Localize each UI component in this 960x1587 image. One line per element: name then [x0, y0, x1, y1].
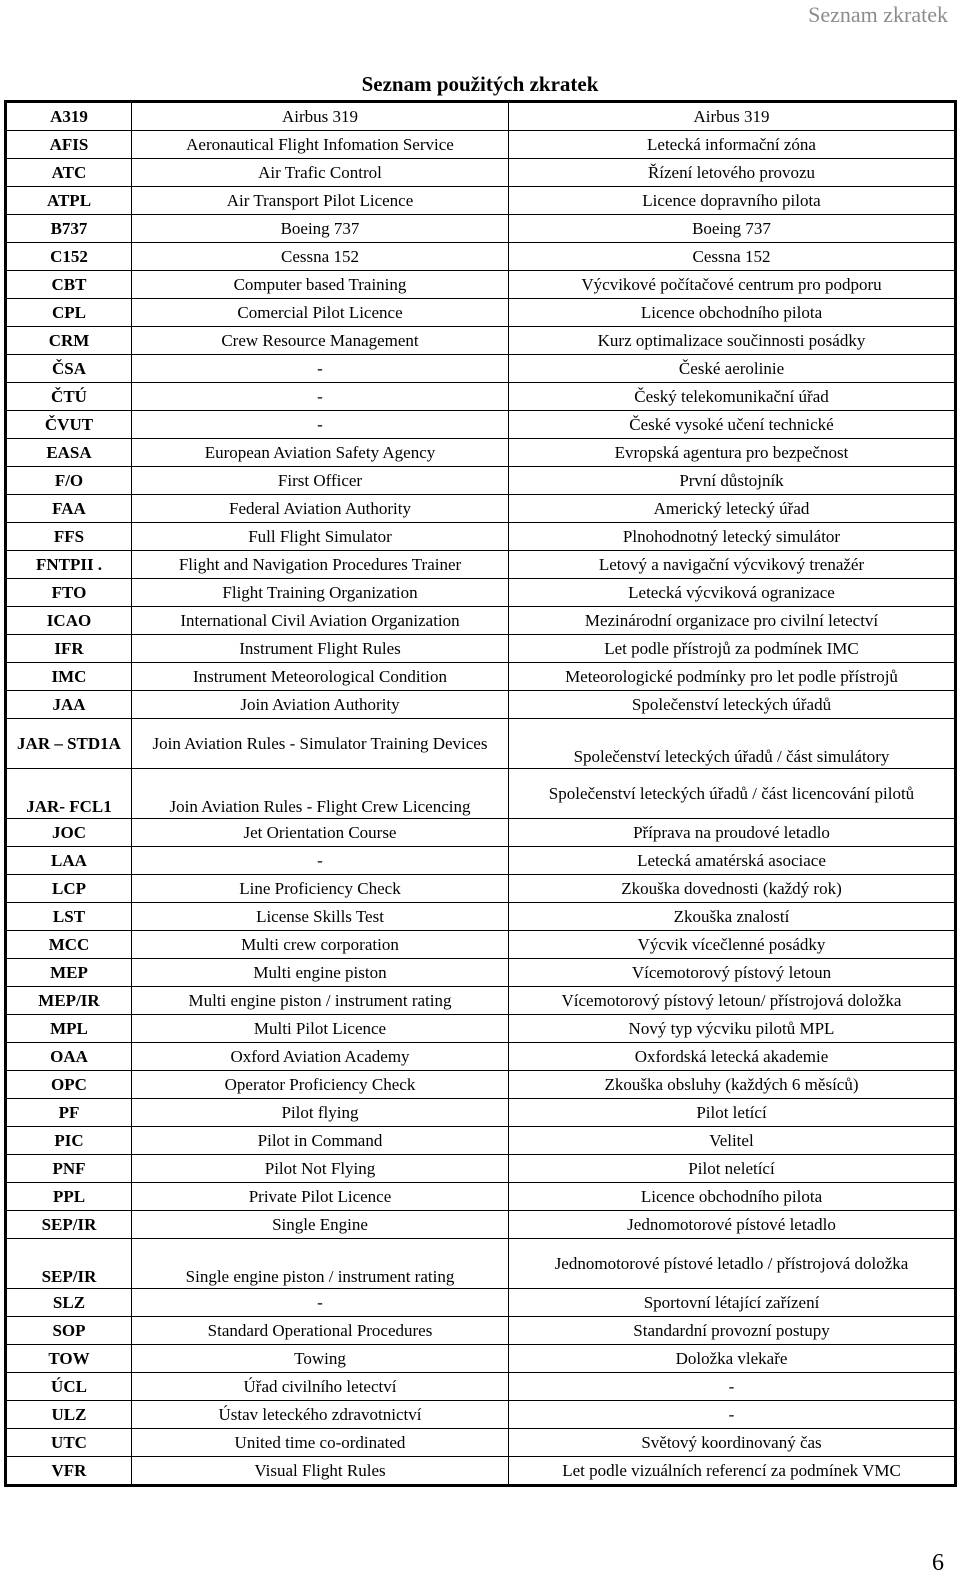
table-row: [6, 1345, 956, 1373]
english-term-cell: Line Proficiency Check: [132, 875, 509, 903]
english-term-cell: Crew Resource Management: [132, 327, 509, 355]
czech-term-cell: Doložka vlekaře: [509, 1345, 956, 1373]
english-term-cell: International Civil Aviation Organization: [132, 607, 509, 635]
czech-term-cell: -: [509, 1373, 956, 1401]
abbreviation-cell: ÚCL: [6, 1373, 132, 1401]
abbreviation-cell: C152: [6, 243, 132, 271]
czech-term-cell: Let podle přístrojů za podmínek IMC: [509, 635, 956, 663]
english-term-cell: -: [132, 1289, 509, 1317]
table-row: [6, 411, 956, 439]
abbreviation-cell: ČVUT: [6, 411, 132, 439]
abbreviation-cell: JAR – STD1A: [6, 719, 132, 769]
czech-term-cell: Společenství leteckých úřadů / část licencování pilotů: [509, 769, 956, 819]
table-row: [6, 355, 956, 383]
english-term-cell: Flight and Navigation Procedures Trainer: [132, 551, 509, 579]
table-row: [6, 819, 956, 847]
english-term-cell: Join Aviation Rules - Flight Crew Licencing: [132, 769, 509, 819]
table-row: [6, 383, 956, 411]
table-row: [6, 551, 956, 579]
table-row: [6, 691, 956, 719]
english-term-cell: Airbus 319: [132, 102, 509, 131]
table-row: [6, 1401, 956, 1429]
english-term-cell: Pilot in Command: [132, 1127, 509, 1155]
abbreviation-cell: A319: [6, 102, 132, 131]
czech-term-cell: Výcvik vícečlenné posádky: [509, 931, 956, 959]
abbreviation-cell: ULZ: [6, 1401, 132, 1429]
english-term-cell: Private Pilot Licence: [132, 1183, 509, 1211]
abbreviation-cell: ICAO: [6, 607, 132, 635]
table-row: [6, 159, 956, 187]
czech-term-cell: Pilot letící: [509, 1099, 956, 1127]
abbreviation-cell: VFR: [6, 1457, 132, 1486]
abbreviation-cell: FAA: [6, 495, 132, 523]
abbreviation-cell: JOC: [6, 819, 132, 847]
table-row: [6, 1015, 956, 1043]
abbreviation-cell: FTO: [6, 579, 132, 607]
page-number: 6: [932, 1550, 944, 1576]
czech-term-cell: Příprava na proudové letadlo: [509, 819, 956, 847]
english-term-cell: Oxford Aviation Academy: [132, 1043, 509, 1071]
page-title: Seznam použitých zkratek: [361, 72, 599, 96]
table-row: [6, 1099, 956, 1127]
english-term-cell: Aeronautical Flight Infomation Service: [132, 131, 509, 159]
table-row: [6, 607, 956, 635]
abbreviation-cell: JAR- FCL1: [6, 769, 132, 819]
czech-term-cell: Vícemotorový pístový letoun: [509, 959, 956, 987]
czech-term-cell: Meteorologické podmínky pro let podle přístrojů: [509, 663, 956, 691]
english-term-cell: Ústav leteckého zdravotnictví: [132, 1401, 509, 1429]
czech-term-cell: Světový koordinovaný čas: [509, 1429, 956, 1457]
czech-term-cell: Letecká informační zóna: [509, 131, 956, 159]
table-row: [6, 987, 956, 1015]
abbreviation-cell: SEP/IR: [6, 1239, 132, 1289]
english-term-cell: Instrument Meteorological Condition: [132, 663, 509, 691]
czech-term-cell: Licence dopravního pilota: [509, 187, 956, 215]
czech-term-cell: -: [509, 1401, 956, 1429]
english-term-cell: Join Aviation Authority: [132, 691, 509, 719]
czech-term-cell: Americký letecký úřad: [509, 495, 956, 523]
english-term-cell: Single Engine: [132, 1211, 509, 1239]
english-term-cell: -: [132, 411, 509, 439]
english-term-cell: -: [132, 355, 509, 383]
czech-term-cell: Sportovní létající zařízení: [509, 1289, 956, 1317]
czech-term-cell: Pilot neletící: [509, 1155, 956, 1183]
english-term-cell: Comercial Pilot Licence: [132, 299, 509, 327]
czech-term-cell: První důstojník: [509, 467, 956, 495]
english-term-cell: Standard Operational Procedures: [132, 1317, 509, 1345]
czech-term-cell: Plnohodnotný letecký simulátor: [509, 523, 956, 551]
table-row: [6, 931, 956, 959]
table-row: [6, 1183, 956, 1211]
czech-term-cell: Cessna 152: [509, 243, 956, 271]
table-row: [6, 271, 956, 299]
abbreviation-cell: AFIS: [6, 131, 132, 159]
table-row: [6, 1289, 956, 1317]
abbreviation-cell: LST: [6, 903, 132, 931]
english-term-cell: Boeing 737: [132, 215, 509, 243]
abbreviation-cell: PNF: [6, 1155, 132, 1183]
table-row: [6, 1429, 956, 1457]
table-row: [6, 1043, 956, 1071]
czech-term-cell: Český telekomunikační úřad: [509, 383, 956, 411]
abbreviation-cell: PPL: [6, 1183, 132, 1211]
table-row: [6, 959, 956, 987]
czech-term-cell: Letový a navigační výcvikový trenažér: [509, 551, 956, 579]
table-row: [6, 1211, 956, 1239]
table-row: [6, 187, 956, 215]
english-term-cell: United time co-ordinated: [132, 1429, 509, 1457]
english-term-cell: Úřad civilního letectví: [132, 1373, 509, 1401]
czech-term-cell: Jednomotorové pístové letadlo / přístrojová doložka: [509, 1239, 956, 1289]
abbreviation-cell: MEP/IR: [6, 987, 132, 1015]
table-row: [6, 635, 956, 663]
table-row: [6, 299, 956, 327]
czech-term-cell: Boeing 737: [509, 215, 956, 243]
running-header: Seznam zkratek: [808, 2, 948, 27]
english-term-cell: Air Transport Pilot Licence: [132, 187, 509, 215]
english-term-cell: Pilot Not Flying: [132, 1155, 509, 1183]
english-term-cell: Multi Pilot Licence: [132, 1015, 509, 1043]
english-term-cell: Computer based Training: [132, 271, 509, 299]
table-row: [6, 523, 956, 551]
table-row: [6, 243, 956, 271]
czech-term-cell: Let podle vizuálních referencí za podmínek VMC: [509, 1457, 956, 1486]
czech-term-cell: Velitel: [509, 1127, 956, 1155]
czech-term-cell: Společenství leteckých úřadů / část simulátory: [509, 719, 956, 769]
english-term-cell: Multi crew corporation: [132, 931, 509, 959]
table-row: [6, 102, 956, 131]
english-term-cell: Join Aviation Rules - Simulator Training Devices: [132, 719, 509, 769]
table-row: [6, 1071, 956, 1099]
english-term-cell: Multi engine piston: [132, 959, 509, 987]
czech-term-cell: Letecká amatérská asociace: [509, 847, 956, 875]
abbreviation-cell: CPL: [6, 299, 132, 327]
table-row: [6, 1373, 956, 1401]
abbreviation-cell: PIC: [6, 1127, 132, 1155]
abbreviation-cell: SOP: [6, 1317, 132, 1345]
czech-term-cell: Řízení letového provozu: [509, 159, 956, 187]
czech-term-cell: České vysoké učení technické: [509, 411, 956, 439]
table-row: [6, 1155, 956, 1183]
abbreviation-cell: MCC: [6, 931, 132, 959]
czech-term-cell: Zkouška obsluhy (každých 6 měsíců): [509, 1071, 956, 1099]
abbreviation-cell: ATPL: [6, 187, 132, 215]
abbreviation-cell: ČSA: [6, 355, 132, 383]
abbreviation-cell: SEP/IR: [6, 1211, 132, 1239]
abbreviation-cell: IFR: [6, 635, 132, 663]
english-term-cell: License Skills Test: [132, 903, 509, 931]
table-row: [6, 1239, 956, 1289]
table-row: [6, 439, 956, 467]
english-term-cell: Operator Proficiency Check: [132, 1071, 509, 1099]
english-term-cell: Instrument Flight Rules: [132, 635, 509, 663]
abbreviation-cell: FFS: [6, 523, 132, 551]
english-term-cell: European Aviation Safety Agency: [132, 439, 509, 467]
english-term-cell: Air Trafic Control: [132, 159, 509, 187]
abbreviation-cell: CBT: [6, 271, 132, 299]
abbreviation-cell: F/O: [6, 467, 132, 495]
czech-term-cell: České aerolinie: [509, 355, 956, 383]
table-row: [6, 1457, 956, 1486]
abbreviation-cell: CRM: [6, 327, 132, 355]
table-row: [6, 579, 956, 607]
abbreviation-cell: ATC: [6, 159, 132, 187]
english-term-cell: -: [132, 847, 509, 875]
czech-term-cell: Licence obchodního pilota: [509, 1183, 956, 1211]
czech-term-cell: Zkouška znalostí: [509, 903, 956, 931]
czech-term-cell: Zkouška dovednosti (každý rok): [509, 875, 956, 903]
abbreviation-cell: LCP: [6, 875, 132, 903]
table-row: [6, 719, 956, 769]
czech-term-cell: Mezinárodní organizace pro civilní letectví: [509, 607, 956, 635]
english-term-cell: Visual Flight Rules: [132, 1457, 509, 1486]
abbreviation-cell: OPC: [6, 1071, 132, 1099]
english-term-cell: Multi engine piston / instrument rating: [132, 987, 509, 1015]
table-row: [6, 215, 956, 243]
czech-term-cell: Nový typ výcviku pilotů MPL: [509, 1015, 956, 1043]
czech-term-cell: Vícemotorový pístový letoun/ přístrojová doložka: [509, 987, 956, 1015]
abbreviation-cell: IMC: [6, 663, 132, 691]
table-row: [6, 495, 956, 523]
table-row: [6, 1317, 956, 1345]
abbreviation-cell: PF: [6, 1099, 132, 1127]
abbreviation-cell: OAA: [6, 1043, 132, 1071]
abbreviation-cell: SLZ: [6, 1289, 132, 1317]
czech-term-cell: Licence obchodního pilota: [509, 299, 956, 327]
abbreviation-cell: JAA: [6, 691, 132, 719]
english-term-cell: Full Flight Simulator: [132, 523, 509, 551]
english-term-cell: -: [132, 383, 509, 411]
abbreviation-cell: MEP: [6, 959, 132, 987]
czech-term-cell: Kurz optimalizace součinnosti posádky: [509, 327, 956, 355]
table-row: [6, 903, 956, 931]
czech-term-cell: Výcvikové počítačové centrum pro podporu: [509, 271, 956, 299]
english-term-cell: Federal Aviation Authority: [132, 495, 509, 523]
table-row: [6, 467, 956, 495]
english-term-cell: Towing: [132, 1345, 509, 1373]
abbreviation-cell: B737: [6, 215, 132, 243]
abbreviation-cell: UTC: [6, 1429, 132, 1457]
table-row: [6, 847, 956, 875]
table-row: [6, 327, 956, 355]
czech-term-cell: Letecká výcviková ogranizace: [509, 579, 956, 607]
czech-term-cell: Jednomotorové pístové letadlo: [509, 1211, 956, 1239]
czech-term-cell: Společenství leteckých úřadů: [509, 691, 956, 719]
czech-term-cell: Oxfordská letecká akademie: [509, 1043, 956, 1071]
english-term-cell: Jet Orientation Course: [132, 819, 509, 847]
abbreviation-cell: MPL: [6, 1015, 132, 1043]
english-term-cell: First Officer: [132, 467, 509, 495]
czech-term-cell: Standardní provozní postupy: [509, 1317, 956, 1345]
english-term-cell: Single engine piston / instrument rating: [132, 1239, 509, 1289]
abbreviation-cell: EASA: [6, 439, 132, 467]
table-row: [6, 1127, 956, 1155]
abbreviations-table: [4, 100, 957, 1487]
table-row: [6, 769, 956, 819]
abbreviation-cell: TOW: [6, 1345, 132, 1373]
abbreviation-cell: ČTÚ: [6, 383, 132, 411]
czech-term-cell: Evropská agentura pro bezpečnost: [509, 439, 956, 467]
english-term-cell: Flight Training Organization: [132, 579, 509, 607]
english-term-cell: Cessna 152: [132, 243, 509, 271]
english-term-cell: Pilot flying: [132, 1099, 509, 1127]
table-row: [6, 875, 956, 903]
abbreviation-cell: LAA: [6, 847, 132, 875]
czech-term-cell: Airbus 319: [509, 102, 956, 131]
table-row: [6, 663, 956, 691]
abbreviation-cell: FNTPII .: [6, 551, 132, 579]
table-row: [6, 131, 956, 159]
